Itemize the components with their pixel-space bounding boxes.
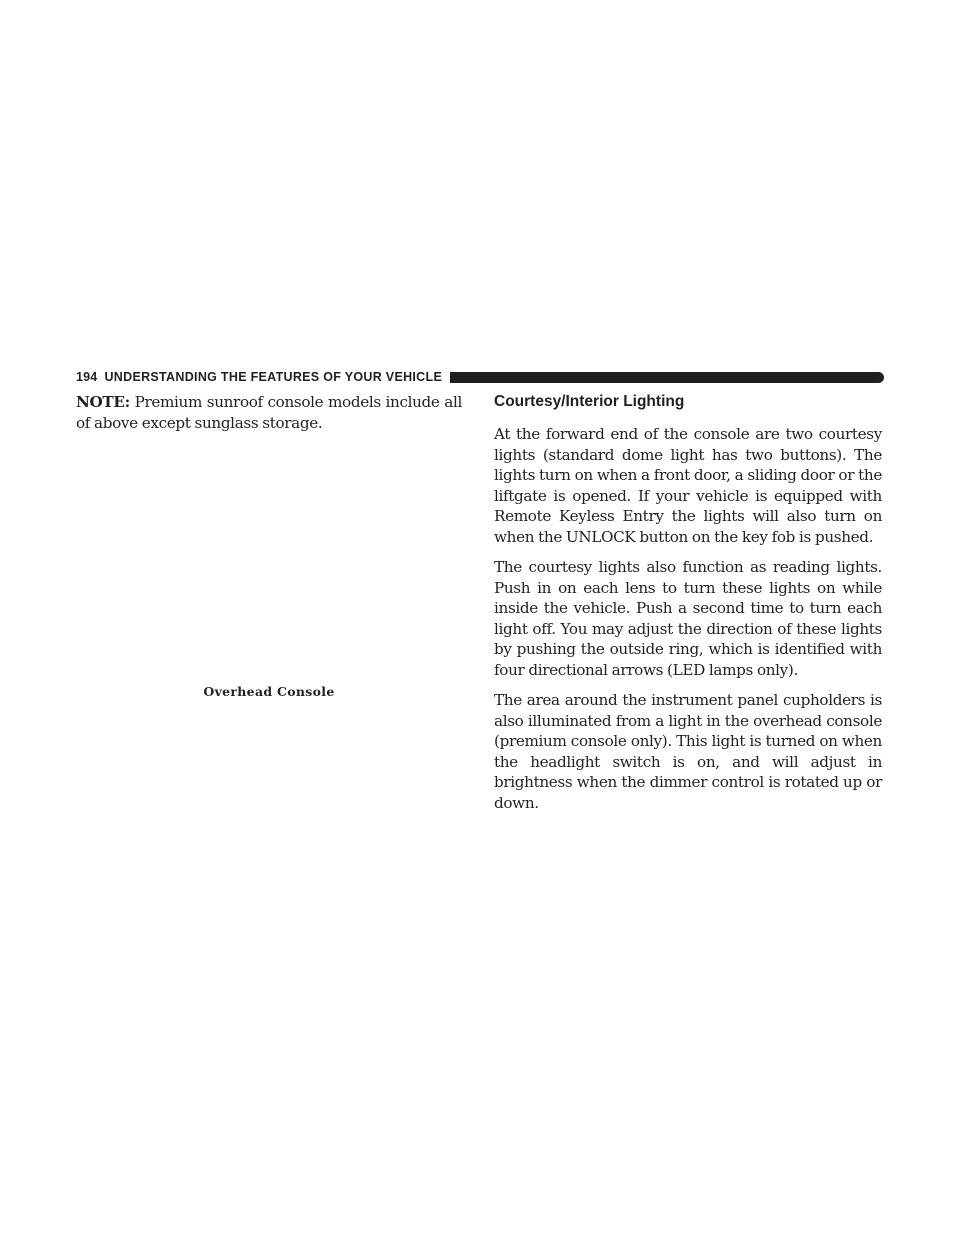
overhead-console-figure [76,440,462,678]
figure-caption: Overhead Console [203,684,335,699]
header-rule [450,372,884,383]
section-title: UNDERSTANDING THE FEATURES OF YOUR VEHICLE [104,370,443,384]
page-number: 194 [76,370,98,384]
note-label: NOTE: [76,393,130,411]
body-paragraph: At the forward end of the console are two courtesy lights (standard dome light has two buttons). The lights turn on when a front door, a sliding door or the liftgate is opened. If your vehicle is equipped with Remote Keyless Entry the lights will also turn on when the UNLOCK button on the key fob is pushed. [494,425,882,546]
section-heading: Courtesy/Interior Lighting [494,393,685,410]
note-text: Premium sunroof console models include all of above except sunglass storage. [76,393,462,432]
right-column [494,392,882,813]
note-paragraph [76,392,462,433]
left-column [76,392,462,433]
page-header [76,369,884,385]
body-paragraph: The courtesy lights also function as reading lights. Push in on each lens to turn these lights on while inside the vehicle. Push a second time to turn each light off. You may adjust the direction of these lights by pushing the outside ring, which is identified with four directional arrows (LED lamps only). [494,558,882,679]
body-paragraph: The area around the instrument panel cupholders is also illuminated from a light in the overhead console (premium console only). This light is turned on when the headlight switch is on, and will adjust in brightness when the dimmer control is rotated up or down. [494,691,882,812]
